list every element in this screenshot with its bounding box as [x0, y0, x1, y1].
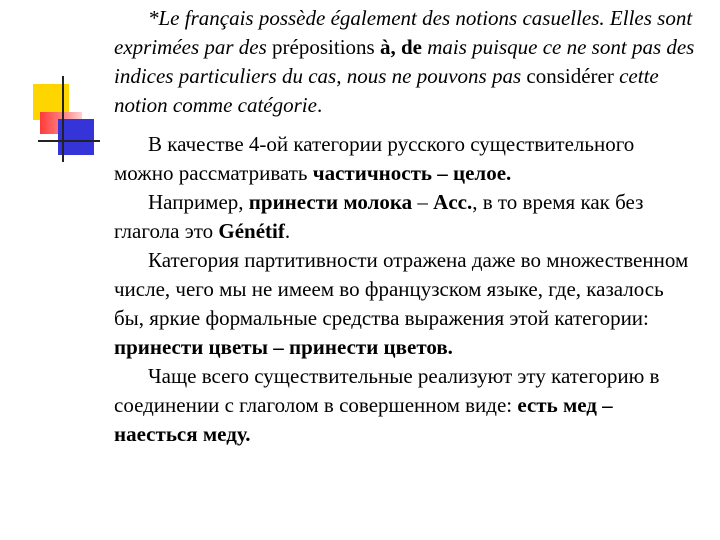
paragraph-4: [114, 362, 698, 449]
paragraph-2-text-2: –: [412, 190, 434, 214]
french-note-bold-prepositions: à, de: [379, 35, 422, 59]
french-note-text-3: mais puisque ce ne sont pas des indices particuliers du cas, nous ne pouvons pas: [114, 35, 695, 88]
french-note-text-6: .: [316, 93, 323, 117]
french-note: [114, 4, 698, 120]
decor-vertical-line: [62, 76, 64, 162]
paragraph-2-bold-2: Acc.: [433, 190, 473, 214]
french-note-text-2: prépositions: [272, 35, 380, 59]
paragraph-2-bold-3: Génétif: [218, 219, 285, 243]
paragraph-2: [114, 188, 698, 246]
paragraph-3-text: Категория партитивности отражена даже во множественном числе, чего мы не имеем во французском языке, где, казалось бы, яркие формальные средства выражения этой категории:: [114, 248, 689, 330]
paragraph-2-bold-1: принести молока: [248, 190, 413, 214]
paragraph-1: [114, 130, 698, 188]
paragraph-2-text-1: Например,: [148, 190, 249, 214]
french-note-text-4: considérer: [526, 64, 614, 88]
paragraph-2-text-3: , в то время как без глагола это: [114, 190, 644, 243]
paragraph-4-text: Чаще всего существительные реализуют эту категорию в соединении с глаголом в совершенном виде:: [114, 364, 660, 417]
paragraph-1-bold: частичность – целое.: [312, 161, 512, 185]
french-note-text-5: cette notion comme catégorie: [114, 64, 659, 117]
russian-paragraphs: [114, 130, 698, 449]
paragraph-3: [114, 246, 698, 362]
paragraph-1-text: В качестве 4-ой категории русского существительного можно рассматривать: [114, 132, 635, 185]
paragraph-3-bold: принести цветы – принести цветов.: [114, 335, 453, 359]
french-note-text-1: *Le français possède également des notions casuelles. Elles sont exprimées par des: [114, 6, 693, 59]
decor-horizontal-line: [38, 140, 100, 142]
paragraph-2-text-4: .: [284, 219, 291, 243]
paragraph-4-bold: есть мед – наесться меду.: [114, 393, 613, 446]
slide-body: [114, 4, 698, 449]
